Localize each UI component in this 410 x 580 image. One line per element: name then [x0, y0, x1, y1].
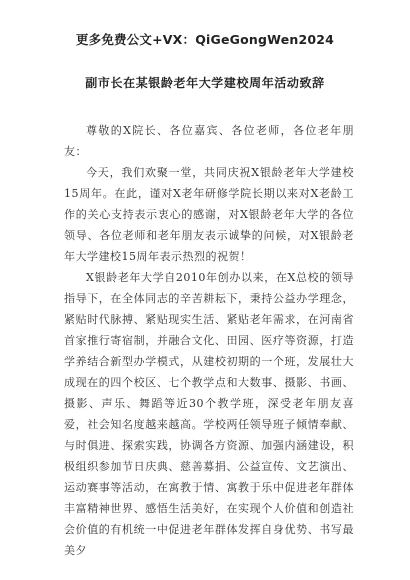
salutation-paragraph: 尊敬的X院长、各位嘉宾、各位老师，各位老年朋友：: [64, 124, 354, 158]
watermark-header: 更多免费公文+VX：QiGeGongWen2024: [75, 32, 335, 47]
body-paragraph-1: 今天，我们欢聚一堂，共同庆祝X银龄老年大学建校15周年。在此，谨对X老年研修学院长期以来对X老龄工作的关心支持表示衷心的感谢，对X银龄老年大学的各位领导、各位老师和老年朋友表示诚挚的问候，对X银龄老年大学建校15周年表示热烈的祝贺！: [64, 166, 354, 263]
document-title: 副市长在某银龄老年大学建校周年活动致辞: [85, 76, 325, 90]
body-paragraph-2: X银龄老年大学自2010年创办以来，在X总校的领导指导下，在全体同志的辛苦耕耘下，秉持公益办学理念，紧贴时代脉搏、紧贴现实生活、紧贴老年需求，在河南省首家推行寄宿制，并融合文化、田园、医疗等资源，打造学养结合新型办学模式，从建校初期的一个班，发展壮大成现在的四个校区、七个教学点和大数事、摄影、书画、摄影、声乐、舞蹈等近30个教学班，深受老年朋友喜爱，社会知名度越来越高。学校两任领导班子倾情奉献、与时俱进、探索实践，协调各方资源、加强内涵建设，积极组织参加节日庆典、慈善募捐、公益宣传、文艺演出、运动赛事等活动，在寓教于情、寓教于乐中促进老年群体丰富精神世界、感悟生活美好，在实现个人价值和创造社会价值的有机统一中促进老年群体发挥自身优势、书写最美夕: [64, 271, 354, 557]
document-body: [64, 120, 354, 561]
